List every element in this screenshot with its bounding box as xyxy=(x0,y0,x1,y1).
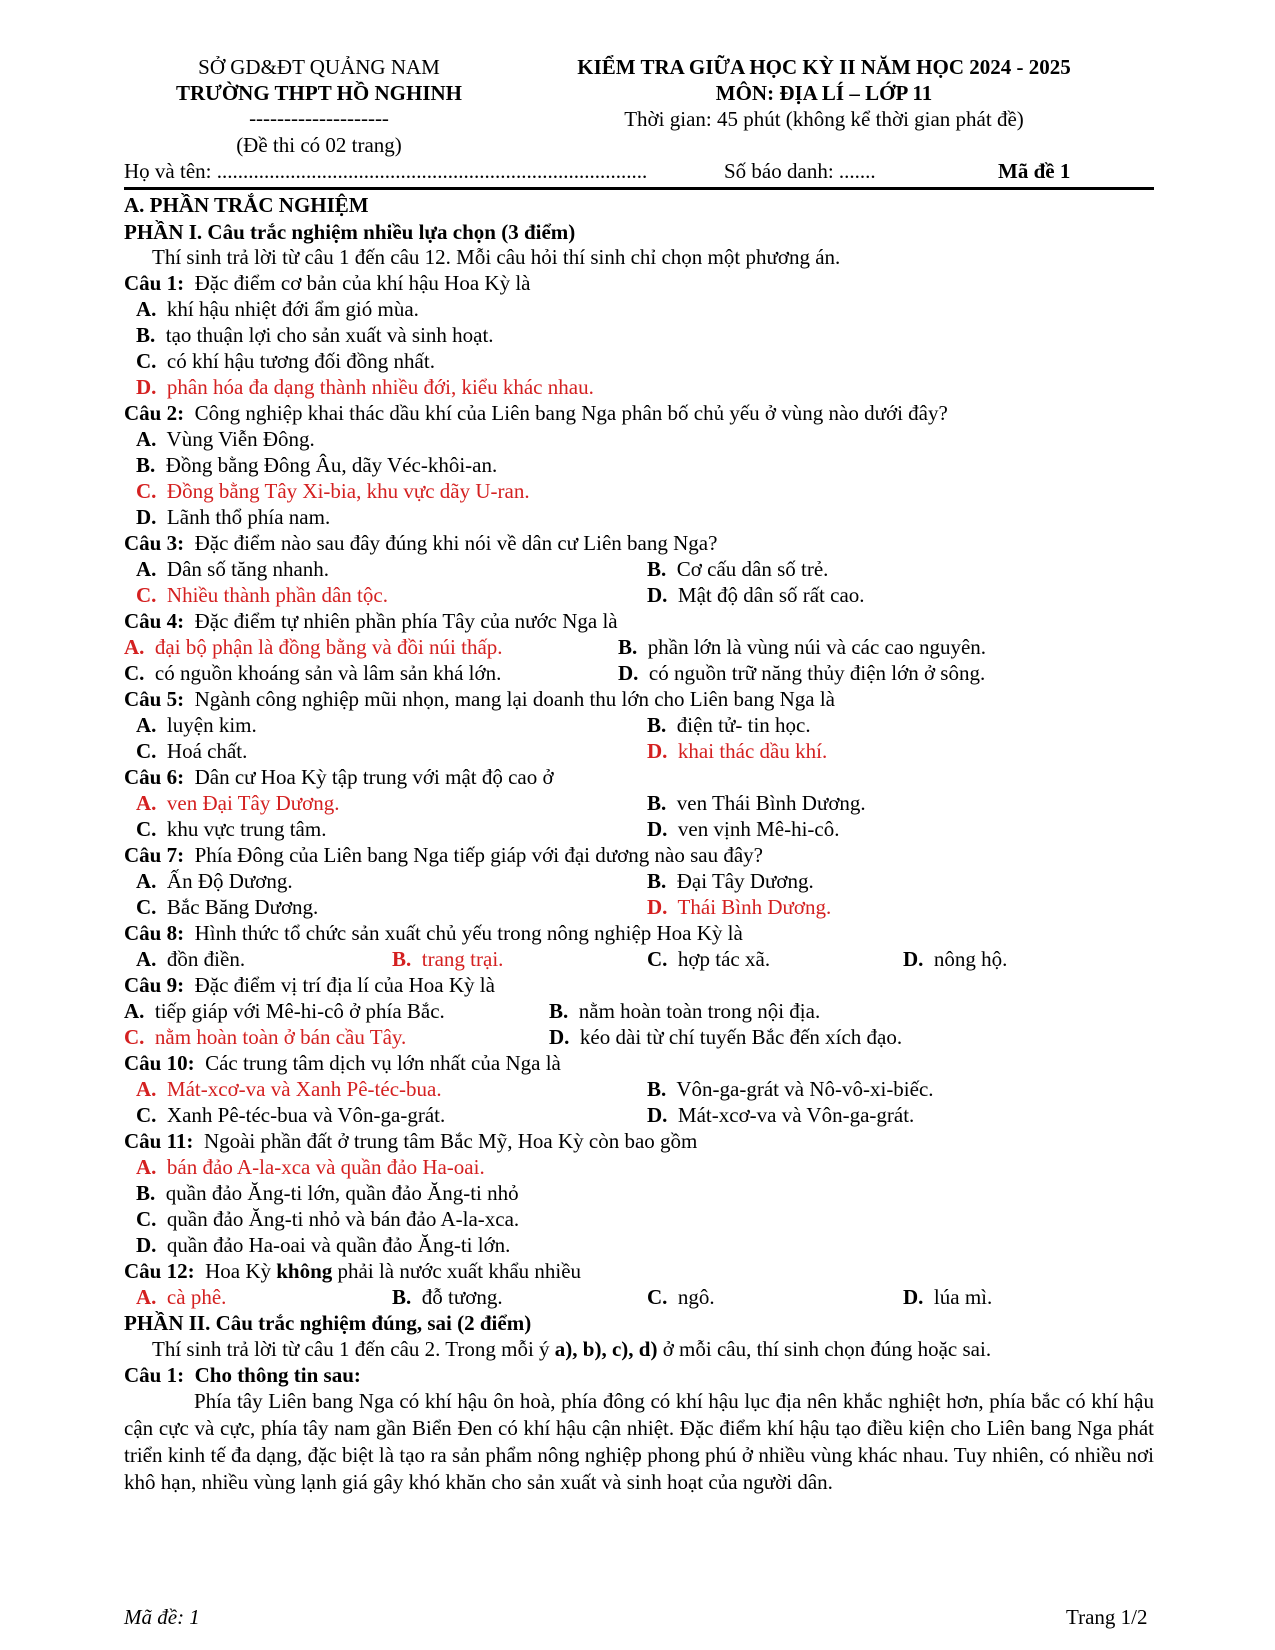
option-correct: A. đại bộ phận là đồng bằng và đồi núi thấp. xyxy=(124,635,503,659)
name-field: Họ và tên: .................................................................................. xyxy=(124,159,648,183)
option: B. Cơ cấu dân số trẻ. xyxy=(647,557,829,581)
question-7: Câu 7: Phía Đông của Liên bang Nga tiếp giáp với đại dương nào sau đây? xyxy=(124,843,763,867)
option: A. tiếp giáp với Mê-hi-cô ở phía Bắc. xyxy=(124,999,445,1023)
question-6: Câu 6: Dân cư Hoa Kỳ tập trung với mật độ cao ở xyxy=(124,765,554,789)
question-12: Câu 12: Hoa Kỳ không phải là nước xuất khẩu nhiều xyxy=(124,1259,582,1283)
question-11: Câu 11: Ngoài phần đất ở trung tâm Bắc Mỹ, Hoa Kỳ còn bao gồm xyxy=(124,1129,698,1153)
pages-note: (Đề thi có 02 trang) xyxy=(236,133,402,157)
school-name: TRƯỜNG THPT HỒ NGHINH xyxy=(175,81,463,105)
header-rule xyxy=(124,187,1154,190)
option: A. Dân số tăng nhanh. xyxy=(136,557,330,581)
option: B. điện tử- tin học. xyxy=(647,713,811,737)
exam-title: KIỂM TRA GIỮA HỌC KỲ II NĂM HỌC 2024 - 2025 xyxy=(577,55,1071,79)
question-text: Đặc điểm cơ bản của khí hậu Hoa Kỳ là xyxy=(194,271,531,295)
question-2: Câu 2: Công nghiệp khai thác dầu khí của Liên bang Nga phân bố chủ yếu ở vùng nào dưới đây? xyxy=(124,401,948,425)
exam-subject: MÔN: ĐỊA LÍ – LỚP 11 xyxy=(715,81,933,105)
part1-instruction: Thí sinh trả lời từ câu 1 đến câu 12. Mỗi câu hỏi thí sinh chỉ chọn một phương án. xyxy=(152,245,841,269)
exam-code: Mã đề 1 xyxy=(998,159,1071,183)
option: C. ngô. xyxy=(647,1285,715,1309)
option: C. hợp tác xã. xyxy=(647,947,771,971)
id-field: Số báo danh: ....... xyxy=(724,159,876,183)
question-8: Câu 8: Hình thức tổ chức sản xuất chủ yếu trong nông nghiệp Hoa Kỳ là xyxy=(124,921,743,945)
option: C. quần đảo Ăng-ti nhỏ và bán đảo A-la-xca. xyxy=(136,1207,520,1231)
option: D. nông hộ. xyxy=(903,947,1008,971)
section-a-title: A. PHẦN TRẮC NGHIỆM xyxy=(124,193,369,217)
option: B. Đại Tây Dương. xyxy=(647,869,814,893)
option-correct: C. nằm hoàn toàn ở bán cầu Tây. xyxy=(124,1025,407,1049)
department-name: SỞ GD&ĐT QUẢNG NAM xyxy=(198,55,440,79)
option: D. Lãnh thổ phía nam. xyxy=(136,505,331,529)
option-correct: A. ven Đại Tây Dương. xyxy=(136,791,340,815)
option: C. Hoá chất. xyxy=(136,739,248,763)
option-correct: B. trang trại. xyxy=(392,947,504,971)
page-number: Trang 1/2 xyxy=(1066,1605,1148,1629)
part2-instruction: Thí sinh trả lời từ câu 1 đến câu 2. Trong mỗi ý a), b), c), d) ở mỗi câu, thí sinh chọn đúng hoặc sai. xyxy=(152,1337,992,1361)
question-9: Câu 9: Đặc điểm vị trí địa lí của Hoa Kỳ là xyxy=(124,973,495,997)
option: D. Mát-xcơ-va và Vôn-ga-grát. xyxy=(647,1103,915,1127)
part2-question-1: Câu 1: Cho thông tin sau: xyxy=(124,1363,361,1387)
option: A. Vùng Viễn Đông. xyxy=(136,427,315,451)
option-correct: D. Thái Bình Dương. xyxy=(647,895,832,919)
option: B. quần đảo Ăng-ti lớn, quần đảo Ăng-ti nhỏ xyxy=(136,1181,519,1205)
option: B. ven Thái Bình Dương. xyxy=(647,791,866,815)
footer-code: Mã đề: 1 xyxy=(124,1605,200,1629)
exam-time: Thời gian: 45 phút (không kể thời gian phát đề) xyxy=(624,107,1024,131)
question-10: Câu 10: Các trung tâm dịch vụ lớn nhất của Nga là xyxy=(124,1051,561,1075)
option: B. phần lớn là vùng núi và các cao nguyên. xyxy=(618,635,987,659)
question-1 xyxy=(124,270,531,296)
option-correct: A. bán đảo A-la-xca và quần đảo Ha-oai. xyxy=(136,1155,485,1179)
option: C. khu vực trung tâm. xyxy=(136,817,327,841)
option: C. có nguồn khoáng sản và lâm sản khá lớn. xyxy=(124,661,502,685)
option: A. luyện kim. xyxy=(136,713,257,737)
option-correct: D. phân hóa đa dạng thành nhiều đới, kiểu khác nhau. xyxy=(136,375,594,399)
question-label: Câu 1: xyxy=(124,271,185,295)
option: B. đỗ tương. xyxy=(392,1285,503,1309)
header-dashes: -------------------- xyxy=(249,106,389,130)
passage: Phía tây Liên bang Nga có khí hậu ôn hoà, phía đông có khí hậu lục địa nên khắc nghiệt hơn, phía bắc có khí hậu cận cực và cực, phía tây nam gần Biển Đen có khí hậu cận nhiệt. Đặc điểm khí hậu tạo điều kiện cho Liên bang Nga phát triển kinh tế đa dạng, đặc biệt là tạo ra sản phẩm nông nghiệp phong phú ở nhiều vùng khác nhau. Tuy nhiên, có nhiều nơi khô hạn, nhiều vùng lạnh giá gây khó khăn cho sản xuất và sinh hoạt của người dân. xyxy=(124,1389,1154,1494)
option-correct: C. Nhiều thành phần dân tộc. xyxy=(136,583,388,607)
option: D. kéo dài từ chí tuyến Bắc đến xích đạo. xyxy=(549,1025,903,1049)
option: C. có khí hậu tương đối đồng nhất. xyxy=(136,349,435,373)
option: B. Đồng bằng Đông Âu, dãy Véc-khôi-an. xyxy=(136,453,498,477)
option: D. Mật độ dân số rất cao. xyxy=(647,583,865,607)
part1-title: PHẦN I. Câu trắc nghiệm nhiều lựa chọn (3 điểm) xyxy=(124,220,576,244)
option: A. đồn điền. xyxy=(136,947,246,971)
option: D. lúa mì. xyxy=(903,1285,993,1309)
question-4: Câu 4: Đặc điểm tự nhiên phần phía Tây của nước Nga là xyxy=(124,609,618,633)
question-3: Câu 3: Đặc điểm nào sau đây đúng khi nói về dân cư Liên bang Nga? xyxy=(124,531,718,555)
option: C. Bắc Băng Dương. xyxy=(136,895,319,919)
option: D. ven vịnh Mê-hi-cô. xyxy=(647,817,840,841)
option: D. quần đảo Ha-oai và quần đảo Ăng-ti lớn. xyxy=(136,1233,511,1257)
option: D. có nguồn trữ năng thủy điện lớn ở sông. xyxy=(618,661,986,685)
option-correct: D. khai thác dầu khí. xyxy=(647,739,828,763)
option: A. khí hậu nhiệt đới ẩm gió mùa. xyxy=(136,297,419,321)
option: B. Vôn-ga-grát và Nô-vô-xi-biếc. xyxy=(647,1077,934,1101)
option: A. Ấn Độ Dương. xyxy=(136,869,293,893)
option-correct: A. cà phê. xyxy=(136,1285,227,1309)
option: C. Xanh Pê-téc-bua và Vôn-ga-grát. xyxy=(136,1103,446,1127)
question-5: Câu 5: Ngành công nghiệp mũi nhọn, mang lại doanh thu lớn cho Liên bang Nga là xyxy=(124,687,835,711)
option-correct: C. Đồng bằng Tây Xi-bia, khu vực dãy U-ran. xyxy=(136,479,530,503)
option: B. tạo thuận lợi cho sản xuất và sinh hoạt. xyxy=(136,323,494,347)
option: B. nằm hoàn toàn trong nội địa. xyxy=(549,999,821,1023)
option-correct: A. Mát-xcơ-va và Xanh Pê-téc-bua. xyxy=(136,1077,442,1101)
part2-title: PHẦN II. Câu trắc nghiệm đúng, sai (2 điểm) xyxy=(124,1311,532,1335)
